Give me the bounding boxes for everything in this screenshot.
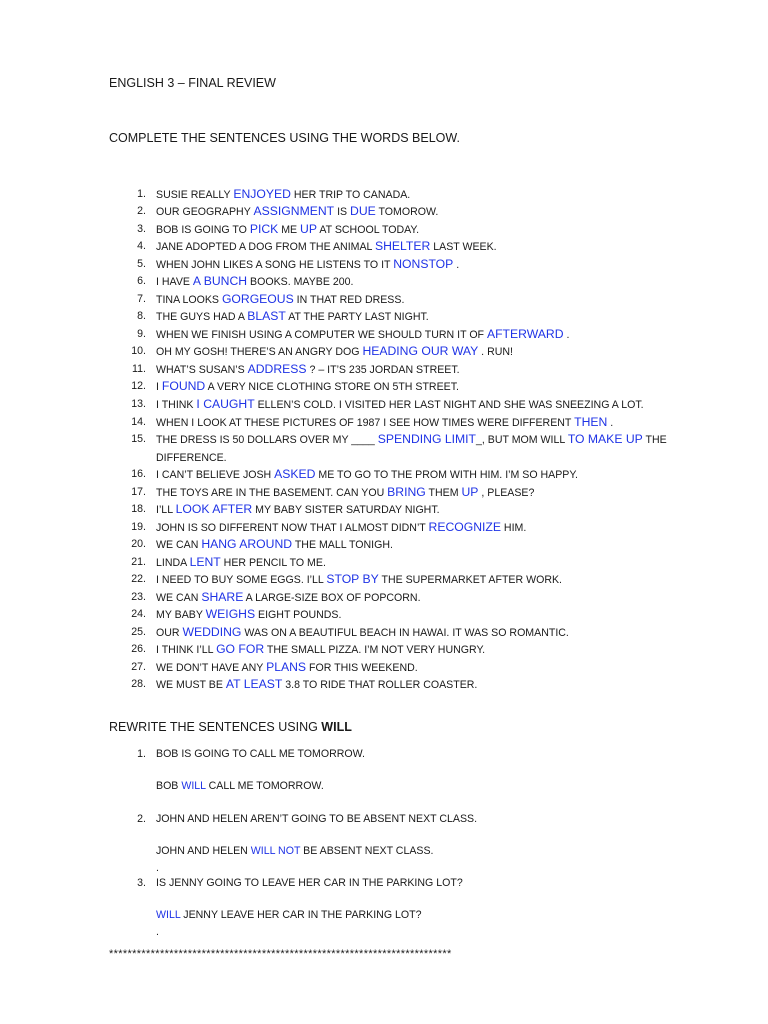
item-sentence (156, 326, 676, 345)
answer-word: PICK (249, 222, 279, 236)
item-number: 10. (131, 345, 146, 357)
answer-dot: . (156, 926, 159, 938)
answer-word: FOUND (161, 379, 206, 393)
sentence-text: JOHN AND HELEN (156, 845, 251, 857)
separator-line: ************************************************************************** (109, 948, 452, 960)
sentence-text: THE TOYS ARE IN THE BASEMENT. CAN YOU (156, 487, 388, 499)
sentence-text: I THINK (156, 399, 197, 411)
sentence-text: SUSIE REALLY (156, 189, 234, 201)
sentence-text: LINDA (156, 557, 190, 569)
sentence-text: I HAVE (156, 276, 193, 288)
sentence-text: HER TRIP TO CANADA. (290, 189, 411, 201)
section1-heading: COMPLETE THE SENTENCES USING THE WORDS BELOW. (109, 131, 460, 145)
sentence-text: TINA LOOKS (156, 294, 222, 306)
sentence-text: , PLEASE? (478, 487, 535, 499)
sentence-text: I NEED TO BUY SOME EGGS. I’LL (156, 574, 327, 586)
rewrite-answer (156, 907, 422, 924)
item-number: 25. (131, 626, 146, 638)
item-number: 21. (131, 556, 146, 568)
item-number: 4. (137, 240, 146, 252)
answer-word: NONSTOP (393, 257, 454, 271)
item-sentence (156, 624, 676, 643)
answer-word: PLANS (266, 660, 307, 674)
item-number: 22. (131, 573, 146, 585)
item-number: 23. (131, 591, 146, 603)
item-number: 27. (131, 661, 146, 673)
sentence-text: TOMOROW. (375, 206, 439, 218)
item-number: 2. (137, 205, 146, 217)
answer-word: RECOGNIZE (428, 520, 501, 534)
item-sentence (156, 361, 676, 380)
answer-word: UP (461, 485, 479, 499)
sentence-text: I (156, 381, 162, 393)
item-number: 11. (132, 363, 146, 375)
sentence-text: A VERY NICE CLOTHING STORE ON 5TH STREET. (205, 381, 459, 393)
sentence-text: THE GUYS HAD A (156, 311, 248, 323)
answer-word: WILL NOT (250, 845, 301, 857)
answer-word: ENJOYED (233, 187, 291, 201)
item-number: 17. (131, 486, 146, 498)
answer-word: AT LEAST (225, 677, 283, 691)
item-sentence (156, 221, 676, 240)
sentence-text: AT SCHOOL TODAY. (316, 224, 420, 236)
sentence-text: MY BABY (156, 609, 206, 621)
answer-word: GO FOR (216, 642, 265, 656)
item-number: 19. (131, 521, 146, 533)
sentence-text: . (563, 329, 570, 341)
sentence-text: ? – IT’S 235 JORDAN STREET. (306, 364, 460, 376)
item-sentence (156, 466, 676, 485)
item-sentence (156, 536, 676, 555)
item-sentence (156, 589, 676, 608)
sentence-text: OUR GEOGRAPHY (156, 206, 254, 218)
rewrite-question: IS JENNY GOING TO LEAVE HER CAR IN THE PARKING LOT? (156, 877, 463, 889)
item-sentence (156, 343, 676, 362)
answer-word: TO MAKE UP (567, 432, 643, 446)
item-sentence (156, 273, 676, 292)
sentence-text: BE ABSENT NEXT CLASS. (300, 845, 434, 857)
sentence-text: OUR (156, 627, 183, 639)
sentence-text: IN THAT RED DRESS. (293, 294, 405, 306)
sentence-text: I CAN’T BELIEVE JOSH (156, 469, 275, 481)
sentence-text: CALL ME TOMORROW. (205, 780, 324, 792)
item-sentence (156, 571, 676, 590)
item-sentence (156, 659, 676, 678)
answer-word: STOP BY (326, 572, 379, 586)
item-sentence (156, 641, 676, 660)
answer-word: SHELTER (374, 239, 431, 253)
sentence-text: THE SMALL PIZZA. I’M NOT VERY HUNGRY. (264, 644, 486, 656)
answer-word: UP (300, 222, 317, 236)
sentence-text: BOB IS GOING TO (156, 224, 250, 236)
sentence-text: A LARGE-SIZE BOX OF POPCORN. (243, 592, 421, 604)
item-number: 3. (137, 877, 146, 889)
rewrite-question: JOHN AND HELEN AREN’T GOING TO BE ABSENT NEXT CLASS. (156, 813, 478, 825)
sentence-text: WE CAN (156, 539, 202, 551)
item-number: 5. (137, 258, 146, 270)
item-number: 8. (137, 310, 146, 322)
sentence-text: WHEN WE FINISH USING A COMPUTER WE SHOULD TURN IT OF (156, 329, 487, 341)
sentence-text: I THINK I’LL (156, 644, 217, 656)
answer-word: HANG AROUND (201, 537, 293, 551)
item-number: 26. (131, 643, 146, 655)
sentence-text: WAS ON A BEAUTIFUL BEACH IN HAWAI. IT WAS SO ROMANTIC. (241, 627, 569, 639)
sentence-text: THE MALL TONIGH. (292, 539, 393, 551)
answer-word: I CAUGHT (196, 397, 255, 411)
item-sentence (156, 554, 676, 573)
sentence-text: HIM. (500, 522, 527, 534)
rewrite-answer (156, 778, 324, 795)
answer-dot: . (156, 862, 159, 874)
sentence-text: IS (334, 206, 351, 218)
answer-word: BRING (387, 485, 426, 499)
answer-word: A BUNCH (192, 274, 248, 288)
item-number: 9. (137, 328, 146, 340)
item-sentence (156, 606, 676, 625)
item-number: 20. (131, 538, 146, 550)
item-sentence (156, 676, 676, 695)
answer-word: AFTERWARD (486, 327, 564, 341)
item-sentence (156, 378, 676, 397)
answer-word: LENT (189, 555, 221, 569)
sentence-text: . RUN! (478, 346, 513, 358)
sentence-text: THE DRESS IS 50 DOLLARS OVER MY ____ (156, 434, 378, 446)
sentence-text: I’LL (156, 504, 176, 516)
answer-word: LOOK AFTER (175, 502, 253, 516)
sentence-text: BOB (156, 780, 182, 792)
item-number: 15. (131, 433, 146, 445)
answer-word: BLAST (247, 309, 286, 323)
sentence-text: WHEN JOHN LIKES A SONG HE LISTENS TO IT (156, 259, 394, 271)
sentence-text: EIGHT POUNDS. (255, 609, 342, 621)
sentence-text: WE MUST BE (156, 679, 226, 691)
item-number: 2. (137, 813, 146, 825)
answer-word: WEIGHS (205, 607, 256, 621)
item-number: 13. (131, 398, 146, 410)
sentence-text: WHAT’S SUSAN’S (156, 364, 248, 376)
item-sentence (156, 519, 676, 538)
item-number: 16. (131, 468, 146, 480)
answer-word: SPENDING LIMIT (377, 432, 476, 446)
item-sentence (156, 308, 676, 327)
item-sentence (156, 186, 676, 205)
item-number: 12. (131, 380, 146, 392)
sentence-text: THE SUPERMARKET AFTER WORK. (378, 574, 562, 586)
document-title: ENGLISH 3 – FINAL REVIEW (109, 76, 276, 90)
item-number: 3. (137, 223, 146, 235)
rewrite-question: BOB IS GOING TO CALL ME TOMORROW. (156, 748, 365, 760)
item-number: 28. (131, 678, 146, 690)
answer-word: GORGEOUS (221, 292, 294, 306)
item-number: 14. (131, 416, 146, 428)
sentence-text: JENNY LEAVE HER CAR IN THE PARKING LOT? (180, 909, 422, 921)
item-sentence (156, 431, 676, 467)
sentence-text: BOOKS. MAYBE 200. (247, 276, 354, 288)
item-sentence (156, 291, 676, 310)
sentence-text: ELLEN’S COLD. I VISITED HER LAST NIGHT AND SHE WAS SNEEZING A LOT. (254, 399, 644, 411)
item-sentence (156, 414, 676, 433)
sentence-text: HER PENCIL TO ME. (220, 557, 326, 569)
answer-word: ASKED (274, 467, 316, 481)
answer-word: ASSIGNMENT (253, 204, 335, 218)
sentence-text: _, BUT MOM WILL (475, 434, 568, 446)
item-sentence (156, 256, 676, 275)
item-sentence (156, 238, 676, 257)
item-number: 18. (131, 503, 146, 515)
rewrite-answer (156, 843, 434, 860)
sentence-text: 3.8 TO RIDE THAT ROLLER COASTER. (282, 679, 478, 691)
sentence-text: FOR THIS WEEKEND. (306, 662, 418, 674)
section2-heading (109, 720, 352, 734)
sentence-text: . (607, 417, 614, 429)
sentence-text: WE CAN (156, 592, 202, 604)
sentence-text: ME TO GO TO THE PROM WITH HIM. I’M SO HAPPY. (315, 469, 578, 481)
sentence-text: JOHN IS SO DIFFERENT NOW THAT I ALMOST DIDN’T (156, 522, 429, 534)
item-number: 1. (137, 188, 146, 200)
answer-word: SHARE (201, 590, 244, 604)
sentence-text: JANE ADOPTED A DOG FROM THE ANIMAL (156, 241, 375, 253)
item-sentence (156, 203, 676, 222)
sentence-text: OH MY GOSH! THERE’S AN ANGRY DOG (156, 346, 363, 358)
section2-heading-bold: WILL (321, 720, 352, 734)
answer-word: HEADING OUR WAY (362, 344, 479, 358)
item-number: 24. (131, 608, 146, 620)
section2-heading-text: REWRITE THE SENTENCES USING (109, 720, 322, 734)
sentence-text: THE DIFFERENCE. (156, 434, 667, 464)
answer-word: THEN (574, 415, 608, 429)
sentence-text: WE DON’T HAVE ANY (156, 662, 267, 674)
answer-word: ADDRESS (247, 362, 307, 376)
item-sentence (156, 484, 676, 503)
answer-word: WILL (156, 909, 181, 921)
sentence-text: THEM (425, 487, 462, 499)
answer-word: WEDDING (182, 625, 242, 639)
item-number: 6. (137, 275, 146, 287)
sentence-text: . (453, 259, 460, 271)
item-sentence (156, 396, 676, 415)
sentence-text: MY BABY SISTER SATURDAY NIGHT. (252, 504, 440, 516)
sentence-text: AT THE PARTY LAST NIGHT. (285, 311, 429, 323)
item-number: 1. (137, 748, 146, 760)
sentence-text: ME (278, 224, 301, 236)
sentence-text: WHEN I LOOK AT THESE PICTURES OF 1987 I SEE HOW TIMES WERE DIFFERENT (156, 417, 575, 429)
item-sentence (156, 501, 676, 520)
sentence-text: LAST WEEK. (430, 241, 497, 253)
answer-word: WILL (181, 780, 206, 792)
item-number: 7. (137, 293, 146, 305)
answer-word: DUE (350, 204, 376, 218)
